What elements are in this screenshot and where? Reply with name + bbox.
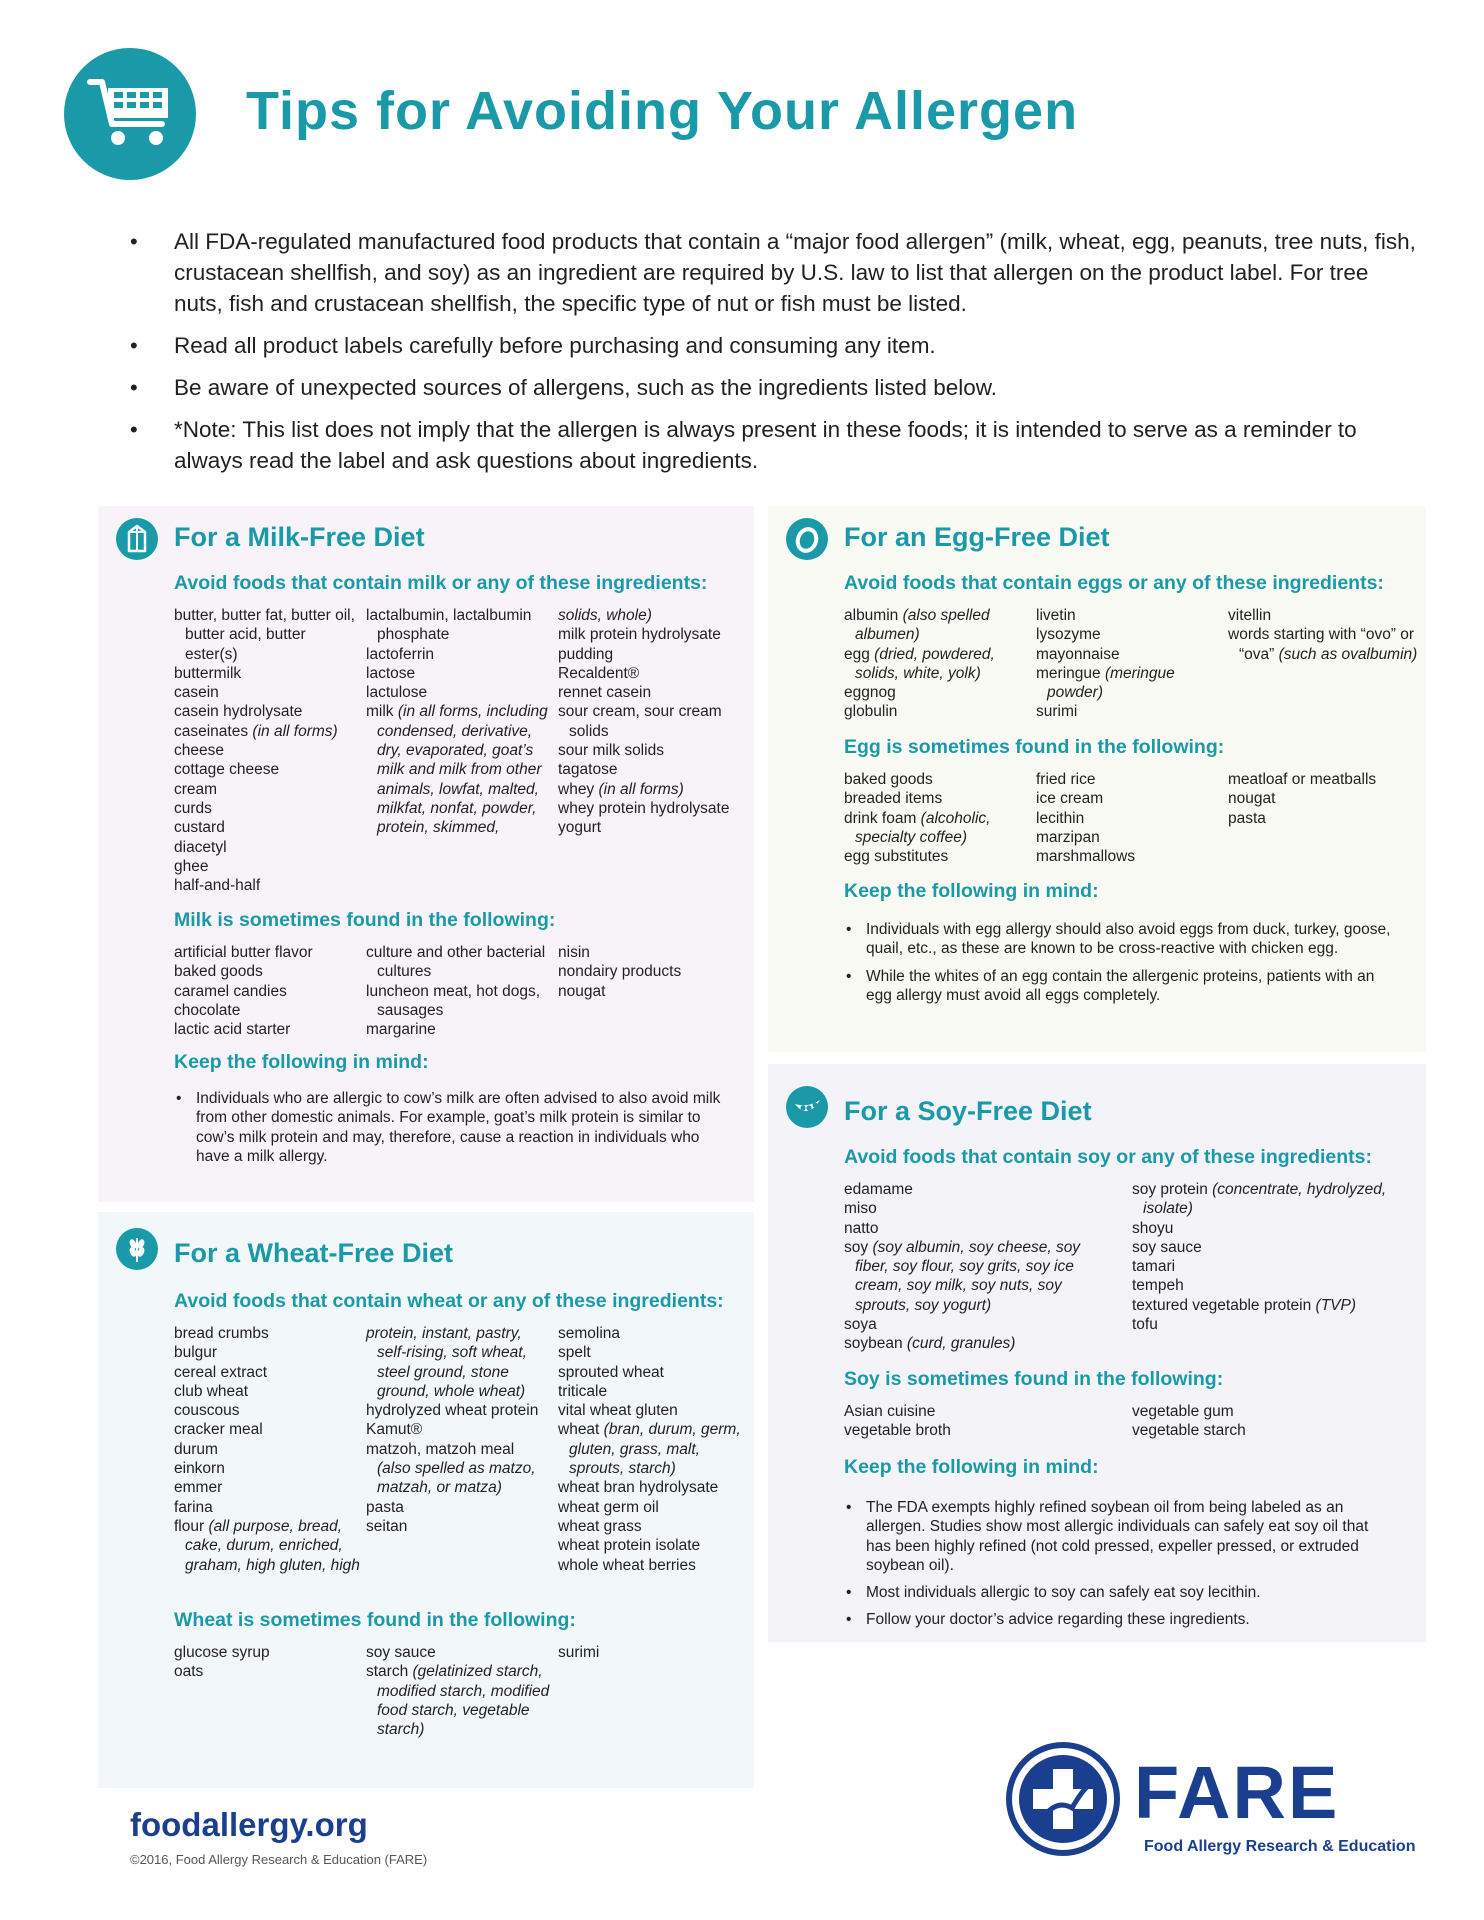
ingredient-item: drink foam (alcoholic, specialty coffee) [844, 809, 991, 846]
soy-free-panel [768, 1064, 1426, 1642]
ingredient-item: lactulose [366, 684, 428, 702]
fare-cross-logo-icon [1006, 1742, 1120, 1856]
ingredient-item: nougat [1228, 790, 1276, 808]
keep-in-mind-item: • While the whites of an egg contain the allergenic proteins, patients with an egg allergy must avoid all eggs completely. [844, 967, 1394, 1006]
egg-keep-list [844, 920, 1394, 1013]
ingredient-item: whey protein hydrolysate [558, 799, 730, 817]
ingredient-item: Kamut® [366, 1421, 423, 1439]
ingredient-item: tamari [1132, 1258, 1176, 1276]
ingredient-item: farina [174, 1498, 213, 1516]
ingredient-item: meringue (meringue powder) [1036, 664, 1175, 702]
ingredient-item: spelt [558, 1344, 591, 1362]
ingredient-item: nondairy products [558, 963, 682, 981]
ingredient-item: wheat (bran, durum, germ, gluten, grass, malt, sprouts, starch) [558, 1421, 741, 1478]
ingredient-item: vegetable gum [1132, 1403, 1234, 1420]
wheat-avoid-col-1 [174, 1324, 360, 1575]
ingredient-item: mayonnaise [1036, 645, 1120, 663]
ingredient-item: sprouted wheat [558, 1363, 664, 1381]
ingredient-item: lysozyme [1036, 626, 1101, 644]
ingredient-item: fried rice [1036, 771, 1096, 788]
soy-keep-heading: Keep the following in mind: [844, 1456, 1099, 1478]
ingredient-item: matzoh, matzoh meal (also spelled as matzo, matzah, or matza) [366, 1440, 536, 1497]
egg-found-heading: Egg is sometimes found in the following: [844, 736, 1225, 758]
ingredient-item: casein [174, 684, 219, 702]
ingredient-item: livetin [1036, 607, 1076, 624]
wheat-panel-title: For a Wheat-Free Diet [174, 1238, 454, 1268]
ingredient-item: soya [844, 1316, 877, 1334]
ingredient-item: curds [174, 799, 212, 817]
ingredient-item: soy sauce [366, 1644, 436, 1661]
egg-icon [786, 518, 828, 560]
ingredient-item: caseinates (in all forms) [174, 722, 338, 740]
ingredient-item: custard [174, 819, 225, 837]
ingredient-item: vital wheat gluten [558, 1402, 678, 1420]
ingredient-item: lactic acid starter [174, 1021, 291, 1039]
tip-item: • Be aware of unexpected sources of allergens, such as the ingredients listed below. [130, 372, 1420, 403]
ingredient-item: soybean (curd, granules) [844, 1335, 1016, 1353]
ingredient-item: buttermilk [174, 664, 242, 682]
egg-avoid-col-3 [1228, 606, 1418, 664]
ingredient-item: cheese [174, 742, 224, 760]
ingredient-item: butter, butter fat, butter oil, butter acid, butter ester(s) [174, 607, 355, 663]
egg-found-col-2 [1036, 770, 1222, 866]
soy-found-col-1 [844, 1402, 1114, 1441]
ingredient-item: soy (soy albumin, soy cheese, soy fiber, soy flour, soy grits, soy ice cream, soy milk, soy nuts, soy sprouts, soy yogurt) [844, 1238, 1081, 1314]
tip-item: • Read all product labels carefully before purchasing and consuming any item. [130, 330, 1420, 361]
ingredient-item: chocolate [174, 1001, 241, 1019]
ingredient-item: surimi [1036, 703, 1078, 721]
ingredient-item: pasta [1228, 809, 1266, 827]
ingredient-item: baked goods [174, 963, 263, 981]
keep-in-mind-item: • Most individuals allergic to soy can safely eat soy lecithin. [844, 1583, 1394, 1602]
ingredient-item: casein hydrolysate [174, 703, 303, 721]
ingredient-item: protein, instant, pastry, self-rising, soft wheat, steel ground, stone ground, whole wheat) [366, 1325, 527, 1400]
ingredient-item: Asian cuisine [844, 1403, 936, 1420]
ingredient-item: albumin (also spelled albumen) [844, 607, 990, 644]
ingredient-item: pudding [558, 645, 614, 663]
ingredient-item: half-and-half [174, 877, 261, 895]
ingredient-item: lactoferrin [366, 645, 435, 663]
shopping-cart-icon [64, 48, 196, 180]
ingredient-item: vegetable starch [1132, 1422, 1246, 1440]
copyright: ©2016, Food Allergy Research & Education (FARE) [130, 1852, 428, 1867]
egg-avoid-heading: Avoid foods that contain eggs or any of these ingredients: [844, 572, 1384, 594]
ingredient-item: shoyu [1132, 1219, 1174, 1237]
ingredient-item: tempeh [1132, 1277, 1184, 1295]
ingredient-item: seitan [366, 1517, 408, 1535]
ingredient-item: textured vegetable protein (TVP) [1132, 1296, 1357, 1314]
milk-panel-title: For a Milk-Free Diet [174, 522, 425, 552]
ingredient-item: bread crumbs [174, 1325, 269, 1342]
egg-panel-title: For an Egg-Free Diet [844, 522, 1110, 552]
ingredient-item: starch (gelatinized starch, modified starch, modified food starch, vegetable starch) [366, 1663, 550, 1739]
ingredient-item: egg (dried, powdered, solids, white, yolk) [844, 645, 995, 682]
ingredient-item: sour cream, sour cream solids [558, 703, 722, 740]
ingredient-item: flour (all purpose, bread, cake, durum, enriched, graham, high gluten, high [174, 1517, 360, 1574]
wheat-found-col-3 [558, 1643, 748, 1662]
wheat-avoid-col-3 [558, 1324, 748, 1575]
tip-item: • *Note: This list does not imply that the allergen is always present in these foods; it is intended to serve as a reminder to always read the label and ask questions about ingredients. [130, 414, 1420, 476]
ingredient-item: wheat protein isolate [558, 1537, 701, 1555]
milk-found-heading: Milk is sometimes found in the following: [174, 909, 556, 931]
wheat-icon [116, 1228, 158, 1270]
ingredient-item: milk protein hydrolysate [558, 626, 721, 644]
soy-found-heading: Soy is sometimes found in the following: [844, 1368, 1224, 1390]
ingredient-item: soy protein (concentrate, hydrolyzed, isolate) [1132, 1181, 1387, 1218]
ingredient-item: vitellin [1228, 607, 1272, 624]
tips-list [130, 226, 1420, 487]
ingredient-item: oats [174, 1663, 204, 1681]
ingredient-item: bulgur [174, 1344, 218, 1362]
ingredient-item: luncheon meat, hot dogs, sausages [366, 982, 541, 1019]
ingredient-item: lactose [366, 664, 416, 682]
ingredient-item: lecithin [1036, 809, 1085, 827]
wheat-found-col-1 [174, 1643, 360, 1682]
fare-logo-subtitle: Food Allergy Research & Education [1144, 1838, 1416, 1855]
tip-item: • All FDA-regulated manufactured food products that contain a “major food allergen” (milk, wheat, egg, peanuts, tree nuts, fish, crustacean shellfish, and soy) as an ingredient are required by U.S. law to list that allergen on the product label. For tree nuts, fish and crustacean shellfish, the specific type of nut or fish must be listed. [130, 226, 1420, 319]
ingredient-item: cracker meal [174, 1421, 263, 1439]
ingredient-item: wheat grass [558, 1517, 642, 1535]
ingredient-item: marshmallows [1036, 848, 1136, 866]
ingredient-item: wheat bran hydrolysate [558, 1479, 719, 1497]
ingredient-item: wheat germ oil [558, 1498, 659, 1516]
milk-found-col-1 [174, 943, 360, 1039]
wheat-free-panel [98, 1212, 754, 1788]
ingredient-item: hydrolyzed wheat protein [366, 1402, 539, 1420]
ingredient-item: eggnog [844, 684, 896, 702]
ingredient-item: couscous [174, 1402, 240, 1420]
egg-avoid-col-2 [1036, 606, 1222, 722]
egg-avoid-col-1 [844, 606, 1030, 722]
ingredient-item: yogurt [558, 819, 602, 837]
ingredient-item: tagatose [558, 761, 618, 779]
ingredient-item: baked goods [844, 771, 933, 788]
ingredient-item: durum [174, 1440, 218, 1458]
ingredient-item: marzipan [1036, 828, 1100, 846]
egg-found-col-1 [844, 770, 1030, 866]
soy-panel-title: For a Soy-Free Diet [844, 1096, 1092, 1126]
ingredient-item: ice cream [1036, 790, 1104, 808]
soy-pod-icon [786, 1086, 828, 1128]
wheat-found-heading: Wheat is sometimes found in the following: [174, 1609, 576, 1631]
milk-free-panel [98, 506, 754, 1202]
ingredient-item: meatloaf or meatballs [1228, 771, 1377, 788]
ingredient-item: cottage cheese [174, 761, 280, 779]
soy-keep-list [844, 1498, 1394, 1638]
egg-keep-heading: Keep the following in mind: [844, 880, 1099, 902]
ingredient-item: tofu [1132, 1316, 1158, 1334]
egg-free-panel [768, 506, 1426, 1052]
keep-in-mind-item: • Follow your doctor’s advice regarding these ingredients. [844, 1610, 1394, 1629]
ingredient-item: ghee [174, 857, 209, 875]
keep-in-mind-item: • Individuals with egg allergy should also avoid eggs from duck, turkey, goose, quail, etc., as these are known to be cross-reactive with chicken egg. [844, 920, 1394, 959]
ingredient-item: milk (in all forms, including condensed, derivative, dry, evaporated, goat’s milk and milk from other animals, lowfat, malted, milkfat, nonfat, powder, protein, skimmed, [366, 703, 548, 837]
egg-found-col-3 [1228, 770, 1418, 828]
ingredient-item: whey (in all forms) [558, 780, 684, 798]
ingredient-item: club wheat [174, 1382, 249, 1400]
soy-found-col-2 [1132, 1402, 1418, 1441]
wheat-avoid-heading: Avoid foods that contain wheat or any of these ingredients: [174, 1290, 724, 1312]
milk-carton-icon [116, 518, 158, 560]
ingredient-item: margarine [366, 1021, 436, 1039]
ingredient-item: emmer [174, 1479, 223, 1497]
ingredient-item: pasta [366, 1498, 404, 1516]
soy-avoid-heading: Avoid foods that contain soy or any of these ingredients: [844, 1146, 1372, 1168]
ingredient-item: nisin [558, 944, 590, 961]
ingredient-item: natto [844, 1219, 879, 1237]
ingredient-item: triticale [558, 1382, 608, 1400]
ingredient-item: egg substitutes [844, 848, 949, 866]
ingredient-item: nougat [558, 982, 606, 1000]
page-title: Tips for Avoiding Your Allergen [246, 81, 1079, 141]
keep-in-mind-item: • Individuals who are allergic to cow’s milk are often advised to also avoid milk from other domestic animals. For example, goat’s milk protein is similar to cow’s milk protein and may, therefore, cause a reaction in individuals who have a milk allergy. [174, 1089, 724, 1166]
ingredient-item: whole wheat berries [558, 1556, 696, 1574]
ingredient-item: artificial butter flavor [174, 944, 313, 961]
ingredient-item: glucose syrup [174, 1644, 270, 1661]
ingredient-item: cream [174, 780, 218, 798]
ingredient-item: cereal extract [174, 1363, 268, 1381]
milk-found-col-2 [366, 943, 552, 1039]
milk-found-col-3 [558, 943, 748, 1001]
milk-avoid-col-2 [366, 606, 552, 838]
milk-keep-heading: Keep the following in mind: [174, 1051, 429, 1073]
ingredient-item: globulin [844, 703, 898, 721]
ingredient-item: surimi [558, 1644, 600, 1661]
soy-avoid-col-1 [844, 1180, 1114, 1354]
wheat-avoid-col-2 [366, 1324, 552, 1536]
ingredient-item: Recaldent® [558, 664, 640, 682]
ingredient-item: words starting with “ovo” or “ova” (such as ovalbumin) [1228, 626, 1418, 663]
ingredient-item: miso [844, 1200, 877, 1218]
website-link[interactable]: foodallergy.org [130, 1806, 368, 1843]
ingredient-item: edamame [844, 1181, 913, 1198]
ingredient-item: culture and other bacterial cultures [366, 944, 546, 981]
milk-avoid-col-3 [558, 606, 748, 838]
ingredient-item: diacetyl [174, 838, 227, 856]
ingredient-item: rennet casein [558, 684, 652, 702]
ingredient-item: semolina [558, 1325, 621, 1342]
fare-logo-wordmark: FARE [1134, 1751, 1340, 1834]
milk-keep-list [174, 1089, 724, 1174]
keep-in-mind-item: • The FDA exempts highly refined soybean oil from being labeled as an allergen. Studies show most allergic individuals can safely eat soy oil that has been highly refined (not cold pressed, expeller pressed, or extruded soybean oil). [844, 1498, 1394, 1575]
soy-avoid-col-2 [1132, 1180, 1418, 1334]
wheat-found-col-2 [366, 1643, 552, 1739]
ingredient-item: sour milk solids [558, 742, 664, 760]
ingredient-item: lactalbumin, lactalbumin phosphate [366, 607, 532, 644]
milk-avoid-col-1 [174, 606, 360, 895]
ingredient-item: soy sauce [1132, 1238, 1202, 1256]
ingredient-item: einkorn [174, 1460, 225, 1478]
ingredient-item: breaded items [844, 790, 943, 808]
ingredient-item: caramel candies [174, 982, 287, 1000]
ingredient-item: solids, whole) [558, 607, 652, 624]
milk-avoid-heading: Avoid foods that contain milk or any of these ingredients: [174, 572, 708, 594]
ingredient-item: vegetable broth [844, 1422, 951, 1440]
